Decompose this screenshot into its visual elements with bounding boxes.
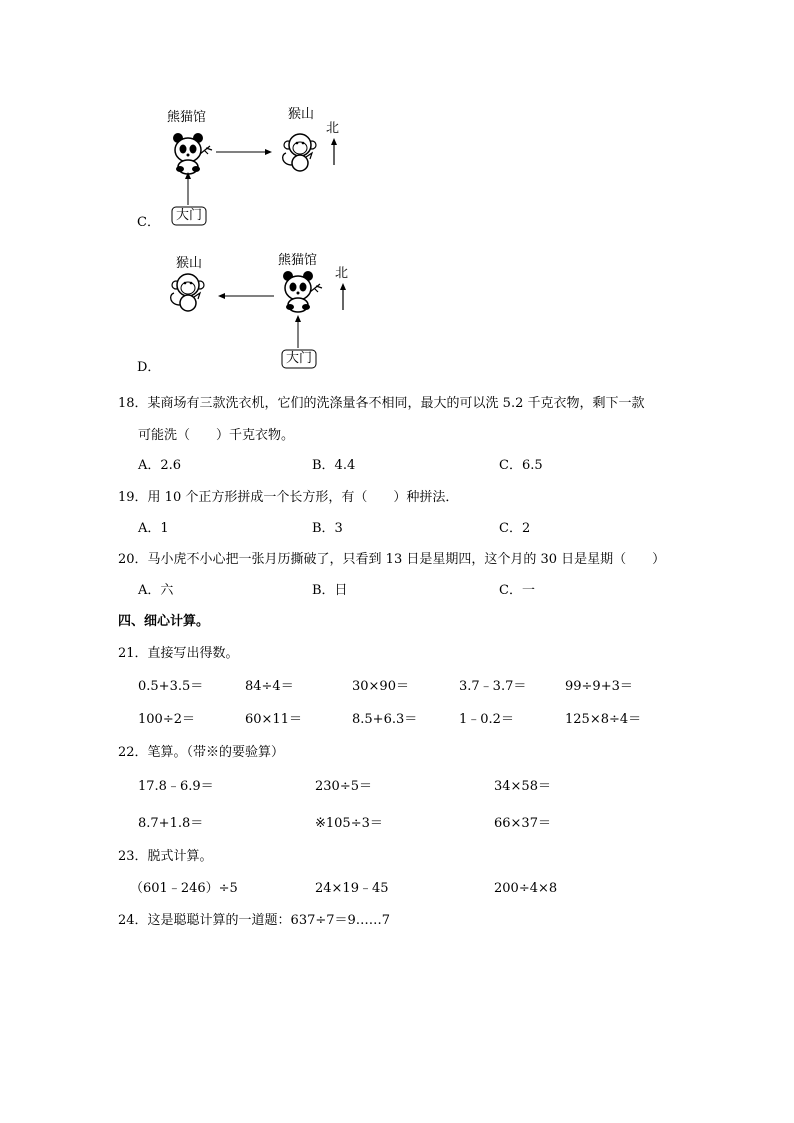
panda-hall-label: 熊猫馆 [167,110,207,125]
question-20-option-c: C．一 [499,583,535,598]
question-19-option-c: C．2 [499,521,531,536]
calc-item: 84÷4＝ [245,679,294,694]
calc-item: 125×8÷4＝ [565,712,642,727]
monkey-icon [171,274,204,311]
question-19-option-b: B．3 [312,521,343,536]
calc-item: 8.5+6.3＝ [352,712,418,727]
section-4-title: 四、细心计算。 [118,614,210,629]
calc-item: 200÷4×8 [494,881,558,896]
north-label: 北 [326,121,340,136]
calc-item: 230÷5＝ [315,779,372,794]
question-18-option-a: A．2.6 [138,458,182,473]
option-d-label: D． [137,360,161,375]
question-18-line1: 18．某商场有三款洗衣机，它们的洗涤量各不相同，最大的可以洗 5.2 千克衣物，剩下一款 [118,396,645,411]
option-c-label: C． [137,215,160,230]
panda-icon [283,271,322,312]
calc-item: 60×11＝ [245,712,302,727]
question-22-text: 22．笔算。（带※的要验算） [118,745,285,760]
question-18-option-c: C．6.5 [499,458,543,473]
monkey-hill-label: 猴山 [176,256,203,271]
question-19-option-a: A．1 [138,521,169,536]
question-20-option-b: B．日 [312,583,348,598]
question-21-text: 21．直接写出得数。 [118,646,239,661]
calc-item: 1﹣0.2＝ [459,712,514,727]
question-18-line2: 可能洗（ ）千克衣物。 [138,428,295,443]
north-label: 北 [335,266,349,281]
calc-item: 3.7﹣3.7＝ [459,679,527,694]
question-20-text: 20．马小虎不小心把一张月历撕破了，只看到 13 日是星期四，这个月的 30 日是星期（ ） [118,552,666,567]
question-24-text: 24．这是聪聪计算的一道题：637÷7＝9……7 [118,913,391,928]
calc-item: 8.7+1.8＝ [138,816,204,831]
option-d-map [150,250,370,375]
calc-item: 24×19﹣45 [315,881,389,896]
panda-icon [173,133,212,174]
option-c-map [130,105,360,230]
monkey-icon [283,134,316,171]
calc-item: 34×58＝ [494,779,551,794]
gate-label: 大门 [286,351,313,366]
calc-item: 66×37＝ [494,816,551,831]
calc-item: 99÷9+3＝ [565,679,633,694]
calc-item: 30×90＝ [352,679,409,694]
calc-item: 100÷2＝ [138,712,195,727]
question-20-option-a: A．六 [138,583,174,598]
calc-item: 0.5+3.5＝ [138,679,204,694]
calc-item: ※105÷3＝ [315,816,383,831]
question-19-text: 19．用 10 个正方形拼成一个长方形，有（ ）种拼法． [118,490,459,505]
panda-hall-label: 熊猫馆 [278,253,318,268]
question-23-text: 23．脱式计算。 [118,849,213,864]
question-18-option-b: B．4.4 [312,458,356,473]
gate-label: 大门 [176,208,203,223]
monkey-hill-label: 猴山 [288,107,315,122]
calc-item: 17.8﹣6.9＝ [138,779,214,794]
calc-item: （601﹣246）÷5 [130,881,238,896]
